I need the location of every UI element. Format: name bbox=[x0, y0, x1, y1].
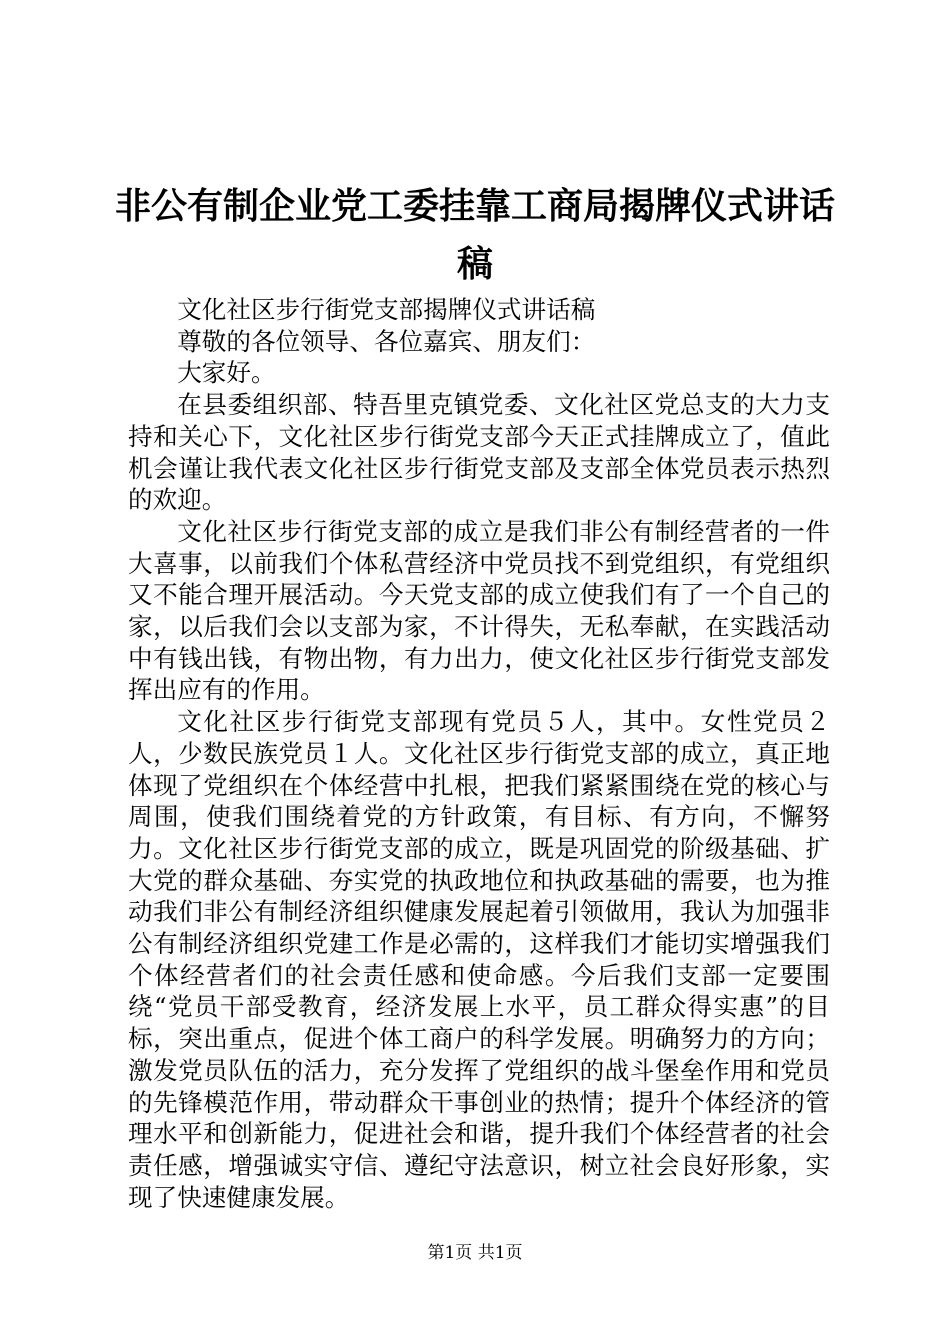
page-footer: 第1页 共1页 bbox=[427, 1243, 523, 1263]
paragraph-salutation: 尊敬的各位领导、各位嘉宾、朋友们： bbox=[177, 326, 596, 356]
paragraph-2: 文化社区步行街党支部的成立是我们非公有制经营者的一件大喜事，以前我们个体私营经济中党员找不到党组织，有党组织又不能合理开展活动。今天党支部的成立使我们有了一个自己的家，以后我们会以支部为家，不计得失，无私奉献，在实践活动中有钱出钱，有物出物，有力出力，使文化社区步行街党支部发挥出应有的作用。 bbox=[128, 516, 830, 705]
document-title: 非公有制企业党工委挂靠工商局揭牌仪式讲话稿 bbox=[114, 186, 835, 285]
paragraph-3: 文化社区步行街党支部现有党员５人，其中。女性党员２人，少数民族党员１人。文化社区步行街党支部的成立，真正地体现了党组织在个体经营中扎根，把我们紧紧围绕在党的核心与周围，使我们围绕着党的方针政策，有目标、有方向，不懈努力。文化社区步行街党支部的成立，既是巩固党的阶级基础、扩大党的群众基础、夯实党的执政地位和执政基础的需要，也为推动我们非公有制经济组织健康发展起着引领做用，我认为加强非公有制经济组织党建工作是必需的，这样我们才能切实增强我们个体经营者们的社会责任感和使命感。今后我们支部一定要围绕“党员干部受教育，经济发展上水平，员工群众得实惠”的目标，突出重点，促进个体工商户的科学发展。明确努力的方向；激发党员队伍的活力，充分发挥了党组织的战斗堡垒作用和党员的先锋模范作用，带动群众干事创业的热情；提升个体经济的管理水平和创新能力，促进社会和谐，提升我们个体经营者的社会责任感，增强诚实守信、遵纪守法意识，树立社会良好形象，实现了快速健康发展。 bbox=[128, 707, 830, 1212]
document-body bbox=[128, 294, 830, 1213]
paragraph-heading: 文化社区步行街党支部揭牌仪式讲话稿 bbox=[177, 295, 596, 324]
paragraph-1: 在县委组织部、特吾里克镇党委、文化社区党总支的大力支持和关心下，文化社区步行街党支部今天正式挂牌成立了，值此机会谨让我代表文化社区步行街党支部及支部全体党员表示热烈的欢迎。 bbox=[128, 390, 830, 515]
paragraph-greeting: 大家好。 bbox=[177, 358, 276, 388]
